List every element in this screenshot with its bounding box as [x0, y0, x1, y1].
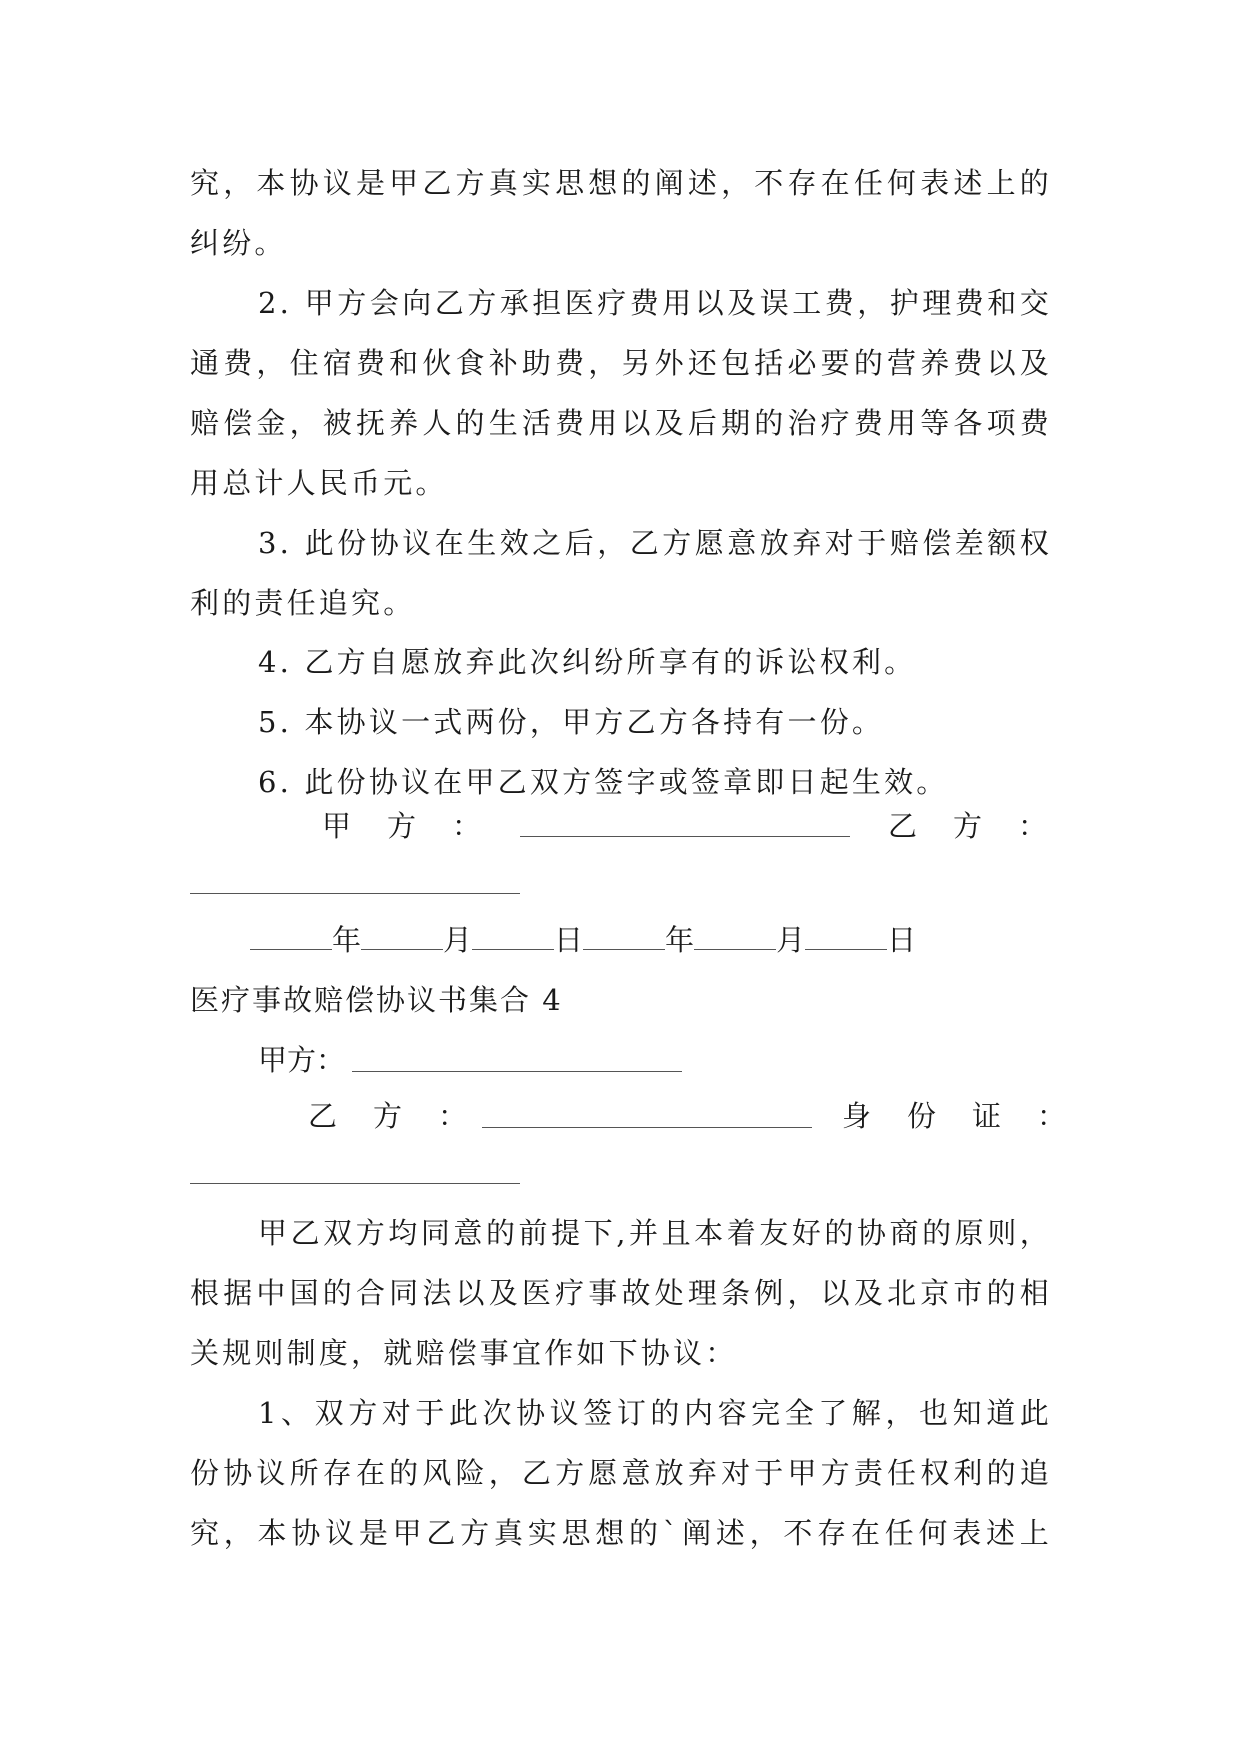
day-blank[interactable] [472, 925, 554, 950]
text-line: 利的责任追究。 [190, 586, 416, 620]
text-line: 究，本协议是甲乙方真实思想的`阐述，不存在任何表述上 [190, 1516, 1052, 1550]
party-a-signature-line[interactable] [520, 836, 850, 837]
clause-5: 5. 本协议一式两份，甲方乙方各持有一份。 [258, 705, 885, 739]
month-blank[interactable] [361, 925, 443, 950]
date-row [250, 920, 916, 960]
text-line: 用总计人民币元。 [190, 466, 448, 500]
clause-1: 1、双方对于此次协议签订的内容完全了解，也知道此 [258, 1396, 1052, 1430]
party-b-label: 乙方： [308, 1099, 504, 1133]
day-blank[interactable] [805, 925, 887, 950]
clause-6: 6. 此份协议在甲乙双方签字或签章即日起生效。 [258, 765, 949, 799]
clause-4: 4. 乙方自愿放弃此次纠纷所享有的诉讼权利。 [258, 645, 917, 679]
year-unit: 年 [332, 923, 362, 957]
year-blank[interactable] [250, 925, 332, 950]
clause-2: 2. 甲方会向乙方承担医疗费用以及误工费，护理费和交 [258, 286, 1052, 320]
day-unit: 日 [887, 923, 917, 957]
id-card-label: 身份证： [842, 1099, 1103, 1133]
text-line: 关规则制度，就赔偿事宜作如下协议： [190, 1336, 738, 1370]
party-b-signature-line[interactable] [482, 1127, 812, 1128]
section-title: 医疗事故赔偿协议书集合 4 [190, 983, 563, 1017]
party-b-signature-line[interactable] [190, 893, 520, 894]
party-a-signature-line[interactable] [352, 1071, 682, 1072]
month-unit: 月 [776, 923, 806, 957]
text-line: 纠纷。 [190, 226, 287, 260]
text-line: 根据中国的合同法以及医疗事故处理条例，以及北京市的相 [190, 1276, 1052, 1310]
month-blank[interactable] [694, 925, 776, 950]
id-card-line[interactable] [190, 1183, 520, 1184]
text-line: 份协议所存在的风险，乙方愿意放弃对于甲方责任权利的追 [190, 1456, 1052, 1490]
party-a-label: 甲方： [258, 1043, 346, 1077]
day-unit: 日 [554, 923, 584, 957]
year-unit: 年 [665, 923, 695, 957]
month-unit: 月 [443, 923, 473, 957]
preamble-line: 甲乙双方均同意的前提下,并且本着友好的协商的原则， [258, 1216, 1052, 1250]
text-line: 通费，住宿费和伙食补助费，另外还包括必要的营养费以及 [190, 346, 1052, 380]
year-blank[interactable] [583, 925, 665, 950]
clause-3: 3. 此份协议在生效之后，乙方愿意放弃对于赔偿差额权 [258, 526, 1052, 560]
text-line: 究，本协议是甲乙方真实思想的阐述，不存在任何表述上的 [190, 166, 1052, 200]
text-line: 赔偿金，被抚养人的生活费用以及后期的治疗费用等各项费 [190, 406, 1052, 440]
party-b-label: 乙方： [888, 809, 1084, 843]
party-a-label: 甲方： [322, 809, 518, 843]
